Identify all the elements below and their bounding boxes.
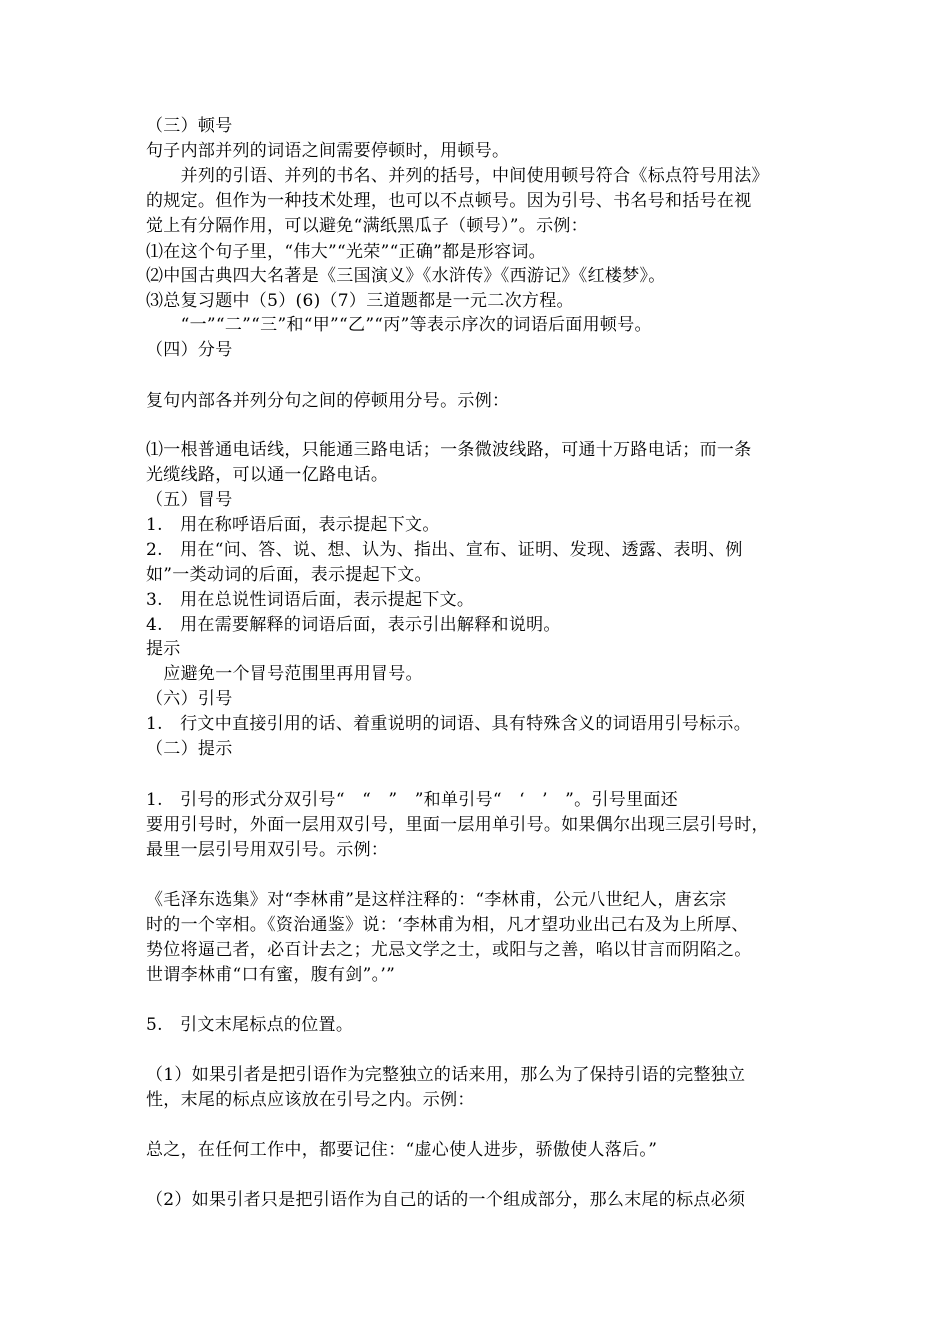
paragraph-line: 并列的引语、并列的书名、并列的括号，中间使用顿号符合《标点符号用法》 [146,166,769,186]
list-item: 1. 引号的形式分双引号“ “ ” ”和单引号“ ‘ ’ ”。引号里面还 [146,790,678,810]
paragraph-line: 句子内部并列的词语之间需要停顿时，用顿号。 [146,141,510,161]
heading-tishi: （二）提示 [146,739,233,759]
list-item: 3. 用在总说性词语后面，表示提起下文。 [146,590,475,610]
heading-maohao: （五）冒号 [146,490,233,510]
example-line: 世谓李林甫“口有蜜，腹有剑”。’” [146,965,396,985]
heading-fenhao: （四）分号 [146,340,233,360]
paragraph-line: 最里一层引号用双引号。示例： [146,840,389,860]
paragraph-line: 要用引号时，外面一层用双引号，里面一层用单引号。如果偶尔出现三层引号时， [146,815,769,835]
heading-dunhao: （三）顿号 [146,116,233,136]
example-line: ⑶总复习题中（5）(6)（7）三道题都是一元二次方程。 [146,291,574,311]
list-item: 5. 引文末尾标点的位置。 [146,1015,354,1035]
example-line: 《毛泽东选集》对“李林甫”是这样注释的：“李林甫，公元八世纪人，唐玄宗 [146,890,727,910]
example-line: ⑴一根普通电话线，只能通三路电话；一条微波线路，可通十万路电话；而一条 [146,440,752,460]
example-line: 总之，在任何工作中，都要记住：“虚心使人进步，骄傲使人落后。” [146,1140,658,1160]
paragraph-line: 应避免一个冒号范围里再用冒号。 [146,664,423,684]
paragraph-line: 复句内部各并列分句之间的停顿用分号。示例： [146,391,510,411]
heading-yinhao: （六）引号 [146,689,233,709]
example-line: 时的一个宰相。《资治通鉴》说：‘李林甫为相，凡才望功业出己右及为上所厚、 [146,915,749,935]
list-item: 1. 行文中直接引用的话、着重说明的词语、具有特殊含义的词语用引号标示。 [146,714,752,734]
paragraph-line: 觉上有分隔作用，可以避免“满纸黑瓜子（顿号）”。示例： [146,216,588,236]
list-item: 4. 用在需要解释的词语后面，表示引出解释和说明。 [146,615,561,635]
paragraph-line: （2）如果引者只是把引语作为自己的话的一个组成部分，那么末尾的标点必须 [146,1190,746,1210]
paragraph-line: “一”“二”“三”和“甲”“乙”“丙”等表示序次的词语后面用顿号。 [146,315,652,335]
example-line: 势位将逼己者，必百计去之；尤忌文学之士，或阳与之善，啗以甘言而阴陷之。 [146,940,752,960]
list-item: 1. 用在称呼语后面，表示提起下文。 [146,515,440,535]
paragraph-line: 的规定。但作为一种技术处理，也可以不点顿号。因为引号、书名号和括号在视 [146,191,752,211]
list-item: 2. 用在“问、答、说、想、认为、指出、宣布、证明、发现、透露、表明、例 [146,540,743,560]
example-line: 光缆线路，可以通一亿路电话。 [146,465,389,485]
tip-label: 提示 [146,639,181,659]
paragraph-line: 性，末尾的标点应该放在引号之内。示例： [146,1090,475,1110]
example-line: ⑴在这个句子里，“伟大”“光荣”“正确”都是形容词。 [146,242,546,262]
paragraph-line: （1）如果引者是把引语作为完整独立的话来用，那么为了保持引语的完整独立 [146,1065,746,1085]
example-line: ⑵中国古典四大名著是《三国演义》《水浒传》《西游记》《红楼梦》。 [146,266,666,286]
list-item: 如”一类动词的后面，表示提起下文。 [146,565,432,585]
